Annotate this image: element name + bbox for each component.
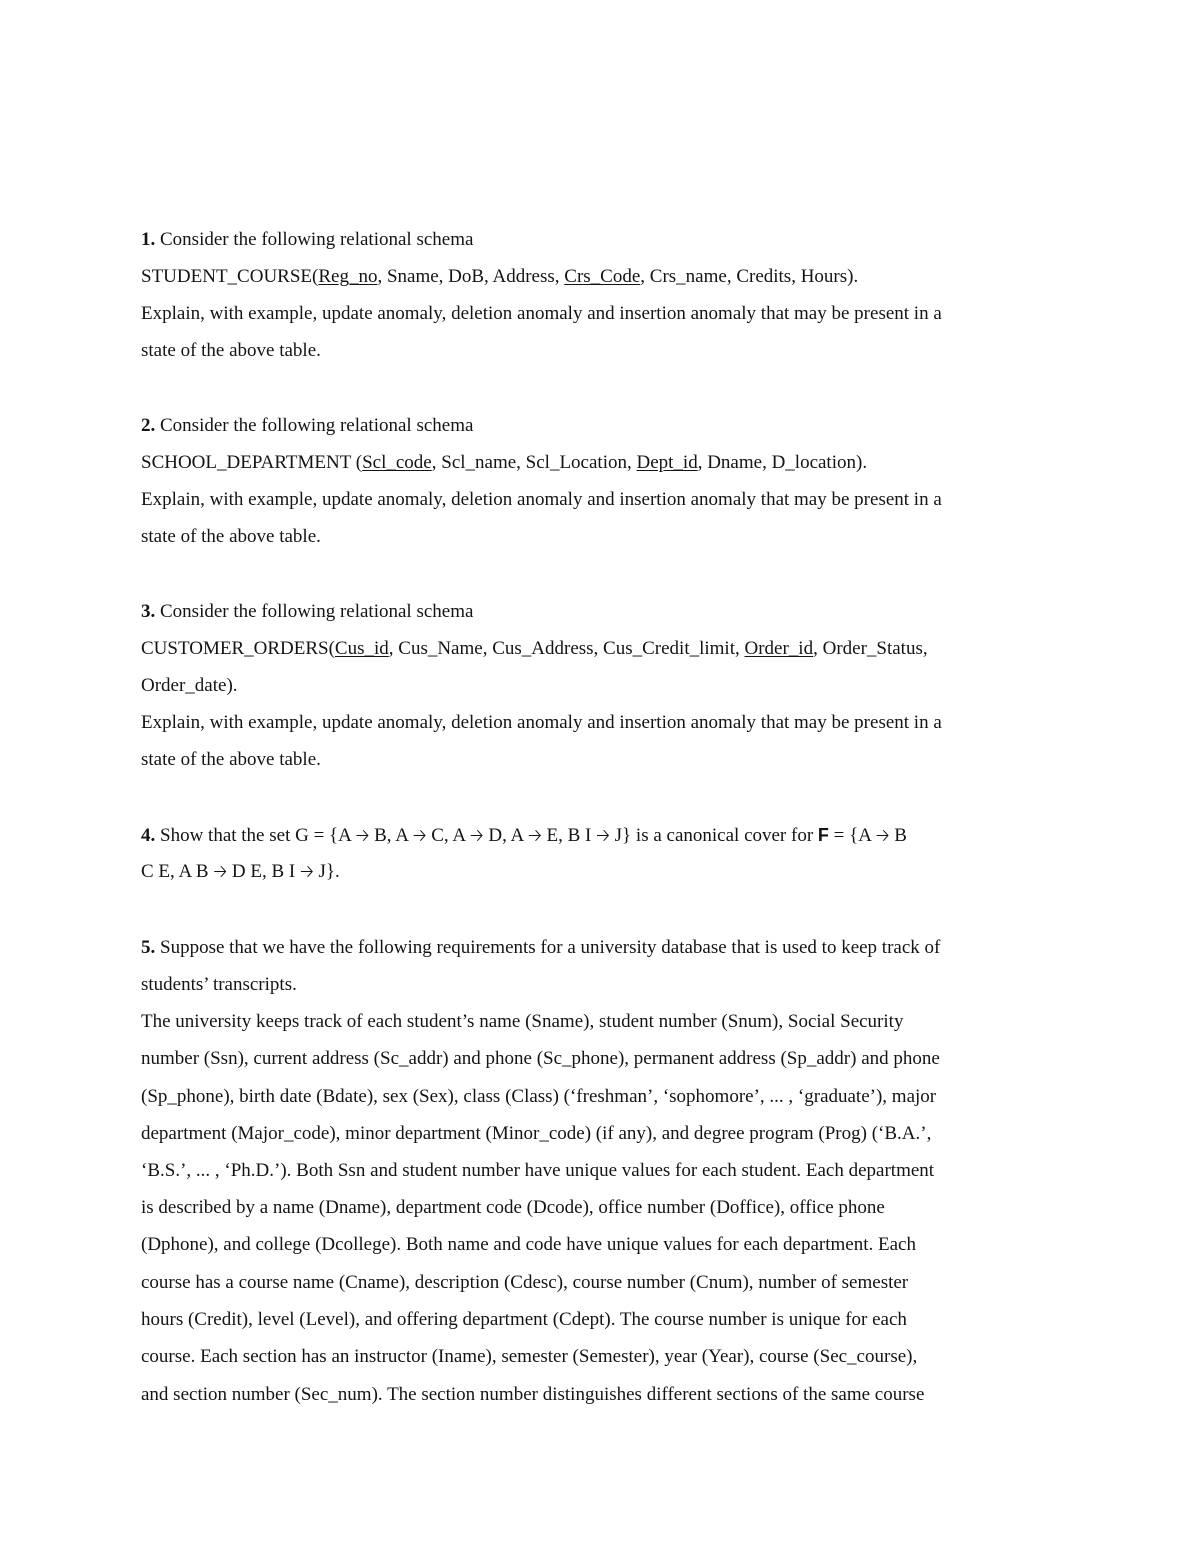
q2-number: 2. (141, 415, 156, 436)
q4-number: 4. (141, 825, 156, 846)
schema-key-attribute: Reg_no (318, 266, 378, 287)
q3-explain-line: Explain, with example, update anomaly, deletion anomaly and insertion anomaly that may be present in a (141, 712, 942, 733)
q4-text: B, A (369, 825, 413, 846)
schema-attributes: , Dname, D_location). (697, 452, 868, 473)
q3-schema (141, 637, 928, 661)
schema-key-attribute: Cus_id (334, 638, 389, 659)
q4-text: D, A (483, 825, 528, 846)
arrow-icon: 🡢 (469, 826, 484, 846)
q1-number: 1. (141, 229, 156, 250)
q4-text: = {A (828, 825, 876, 846)
q1-heading (141, 228, 473, 252)
q5-text: Suppose that we have the following requirements for a university database that is used to keep track of (155, 937, 941, 958)
q4-line-1 (141, 823, 907, 848)
q3-intro: Consider the following relational schema (155, 601, 474, 622)
arrow-icon: 🡢 (412, 826, 427, 846)
q5-line: number (Ssn), current address (Sc_addr) and phone (Sc_phone), permanent address (Sp_addr) and phone (141, 1048, 940, 1069)
q3-number: 3. (141, 601, 156, 622)
q4-line-2 (141, 860, 340, 884)
arrow-icon: 🡢 (596, 826, 610, 846)
arrow-icon: 🡢 (355, 826, 370, 846)
q4-text: D E, B I (227, 861, 300, 882)
q2-explain-line: Explain, with example, update anomaly, deletion anomaly and insertion anomaly that may be present in a (141, 489, 942, 510)
q4-set-f-label: F (817, 825, 829, 845)
q3-heading (141, 600, 473, 624)
q4-text: C, A (426, 825, 470, 846)
arrow-icon: 🡢 (213, 862, 228, 882)
q3-schema-continued: Order_date). (141, 675, 238, 696)
schema-key-attribute: Dept_id (636, 452, 698, 473)
q1-explain-line: state of the above table. (141, 340, 321, 361)
q5-line: course has a course name (Cname), description (Cdesc), course number (Cnum), number of semester (141, 1272, 909, 1293)
q5-number: 5. (141, 937, 156, 958)
schema-key-attribute: Crs_Code (564, 266, 641, 287)
q5-line: is described by a name (Dname), department code (Dcode), office number (Doffice), office phone (141, 1197, 885, 1218)
q4-text: E, B I (541, 825, 597, 846)
q4-text: C E, A B (141, 861, 214, 882)
q2-schema (141, 451, 867, 475)
q5-line: The university keeps track of each student’s name (Sname), student number (Snum), Social Security (141, 1011, 904, 1032)
q4-text: J} is a canonical cover for (609, 825, 818, 846)
schema-attributes: , Order_Status, (813, 638, 928, 659)
schema-attributes: , Scl_name, Scl_Location, (431, 452, 637, 473)
schema-attributes: , Cus_Name, Cus_Address, Cus_Credit_limit, (388, 638, 745, 659)
schema-attributes: , Crs_name, Credits, Hours). (640, 266, 859, 287)
q5-line: (Sp_phone), birth date (Bdate), sex (Sex), class (Class) (‘freshman’, ‘sophomore’, ... , ‘graduate’), major (141, 1086, 937, 1107)
q5-line: and section number (Sec_num). The section number distinguishes different sections of the same course (141, 1384, 925, 1405)
q4-text: B (889, 825, 907, 846)
q4-text: J}. (313, 861, 340, 882)
schema-attributes: , Sname, DoB, Address, (377, 266, 565, 287)
schema-key-attribute: Scl_code (362, 452, 432, 473)
schema-key-attribute: Order_id (744, 638, 814, 659)
q1-intro: Consider the following relational schema (155, 229, 474, 250)
q2-explain-line: state of the above table. (141, 526, 321, 547)
arrow-icon: 🡢 (875, 826, 890, 846)
q1-schema (141, 265, 858, 289)
q5-line: course. Each section has an instructor (Iname), semester (Semester), year (Year), course (Sec_course), (141, 1346, 918, 1367)
arrow-icon: 🡢 (527, 826, 542, 846)
q5-line: hours (Credit), level (Level), and offering department (Cdept). The course number is unique for each (141, 1309, 907, 1330)
q2-heading (141, 414, 473, 438)
q1-explain-line: Explain, with example, update anomaly, deletion anomaly and insertion anomaly that may be present in a (141, 303, 942, 324)
q2-intro: Consider the following relational schema (155, 415, 474, 436)
q4-text: Show that the set G = {A (155, 825, 356, 846)
q3-explain-line: state of the above table. (141, 749, 321, 770)
arrow-icon: 🡢 (299, 862, 314, 882)
schema-relation-name: SCHOOL_DEPARTMENT ( (141, 452, 363, 473)
q5-line: department (Major_code), minor department (Minor_code) (if any), and degree program (Prog) (‘B.A.’, (141, 1123, 932, 1144)
q5-line: students’ transcripts. (141, 974, 297, 995)
q5-line: ‘B.S.’, ... , ‘Ph.D.’). Both Ssn and student number have unique values for each student. Each department (141, 1160, 935, 1181)
q5-line: (Dphone), and college (Dcollege). Both name and code have unique values for each department. Each (141, 1234, 916, 1255)
schema-relation-name: STUDENT_COURSE( (141, 266, 319, 287)
q5-line (141, 936, 940, 960)
schema-relation-name: CUSTOMER_ORDERS( (141, 638, 335, 659)
